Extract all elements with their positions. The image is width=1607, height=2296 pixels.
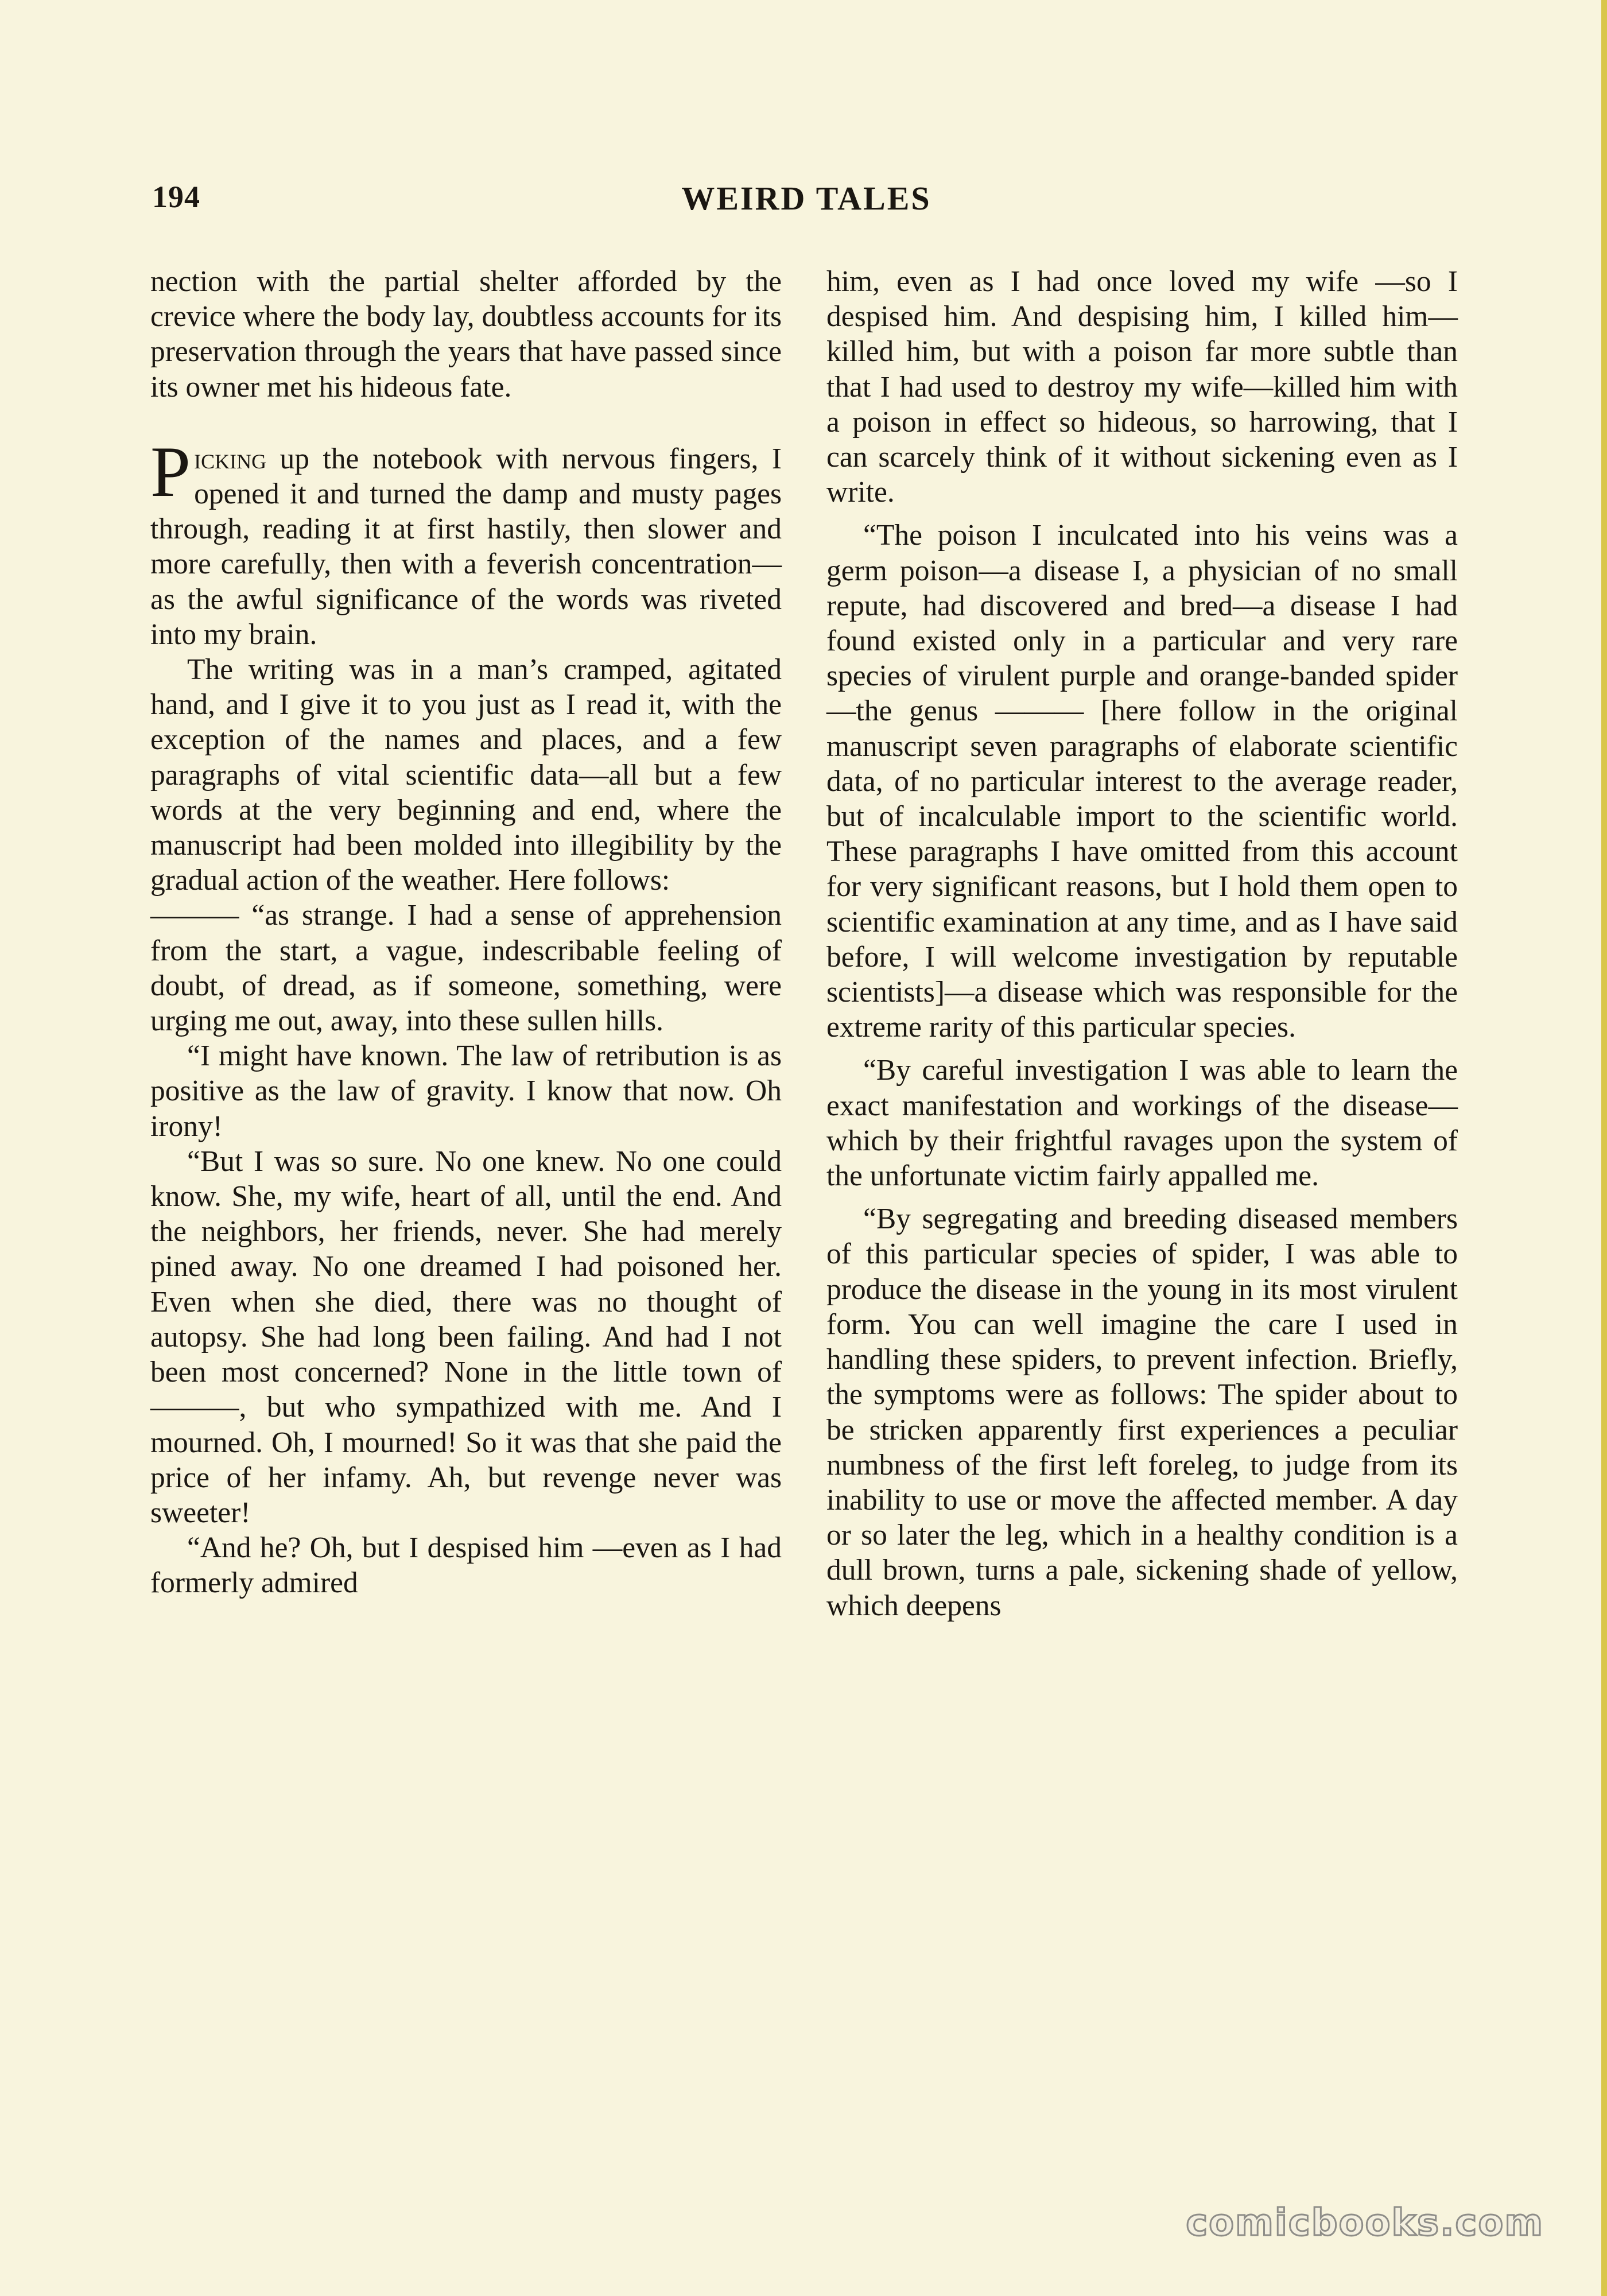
paragraph: The writing was in a man’s cramped, agitated hand, and I give it to you just as I read it, with the exception of the names and places, and a few paragraphs of vital scientific data—all but a few words at the very beginning and end, where the manuscript had been molded into illegibility by the gradual action of the weather. Here follows: xyxy=(150,653,782,897)
drop-cap: P xyxy=(150,432,191,512)
page-header xyxy=(152,179,1461,225)
paragraph: him, even as I had once loved my wife —so I despised him. And despising him, I killed him—killed him, but with a poison far more subtle than that I had used to destroy my wife—killed him with a poison in effect so hideous, so harrowing, that I can scarcely think of it without sickening even as I write. xyxy=(826,265,1458,509)
paragraph-text: up the notebook with nervous fingers, I opened it and turned the damp and musty pages through, reading it at first hastily, then slower and more carefully, then with a feverish concentration—as the awful significance of the words was riveted into my brain. xyxy=(150,442,782,651)
paragraph: “I might have known. The law of retribution is as positive as the law of gravity. I know that now. Oh irony! xyxy=(150,1040,782,1143)
right-column xyxy=(826,264,1458,1623)
paragraph: “But I was so sure. No one knew. No one could know. She, my wife, heart of all, until the end. And the neighbors, her friends, never. She had merely pined away. No one dreamed I had poisoned her. Even when she died, there was no thought of autopsy. She had long been failing. And had I not been most concerned? None in the little town of ———, but who sympathized with me. And I mourned. Oh, I mourned! So it was that she paid the price of her infamy. Ah, but revenge never was sweeter! xyxy=(150,1145,782,1529)
running-title: WEIRD TALES xyxy=(681,180,931,217)
section-start-paragraph xyxy=(150,432,782,652)
page-number: 194 xyxy=(152,180,200,214)
left-column xyxy=(150,264,782,1601)
paragraph: “And he? Oh, but I despised him —even as I had formerly admired xyxy=(150,1531,782,1600)
paragraph: “By careful investigation I was able to learn the exact manifestation and workings of the disease—which by their frightful ravages upon the system of the unfortunate victim fairly appalled me. xyxy=(826,1054,1458,1193)
paragraph: “By segregating and breeding diseased members of this particular species of spider, I was able to produce the disease in the young in its most virulent form. You can well imagine the care I used in handling these spiders, to prevent infection. Briefly, the symptoms were as follows: The spider about to be stricken apparently first experiences a peculiar numbness of the first left foreleg, to judge from its inability to use or move the affected member. A day or so later the leg, which in a healthy condition is a dull brown, turns a pale, sickening shade of yellow, which deepens xyxy=(826,1203,1458,1622)
small-caps-lead: icking xyxy=(194,442,267,475)
paragraph: “The poison I inculcated into his veins was a germ poison—a disease I, a physician of no small repute, had discovered and bred—a disease I had found existed only in a particular and very rare species of virulent purple and orange-banded spider—the genus ——— [here follow in the original manuscript seven paragraphs of elaborate scientific data, of no particular interest to the average reader, but of incalculable import to the scientific world. These paragraphs I have omitted from this account for very significant reasons, but I hold them open to scientific examination at any time, and as I have said before, I will welcome investigation by reputable scientists]—a disease which was responsible for the extreme rarity of this particular species. xyxy=(826,519,1458,1044)
watermark: comicbooks.com xyxy=(1186,2202,1544,2244)
paragraph: nection with the partial shelter afforded by the crevice where the body lay, doubtless accounts for its preservation through the years that have passed since its owner met his hideous fate. xyxy=(150,265,782,404)
paragraph: ——— “as strange. I had a sense of apprehension from the start, a vague, indescribable feeling of doubt, of dread, as if someone, something, were urging me out, away, into these sullen hills. xyxy=(150,899,782,1038)
